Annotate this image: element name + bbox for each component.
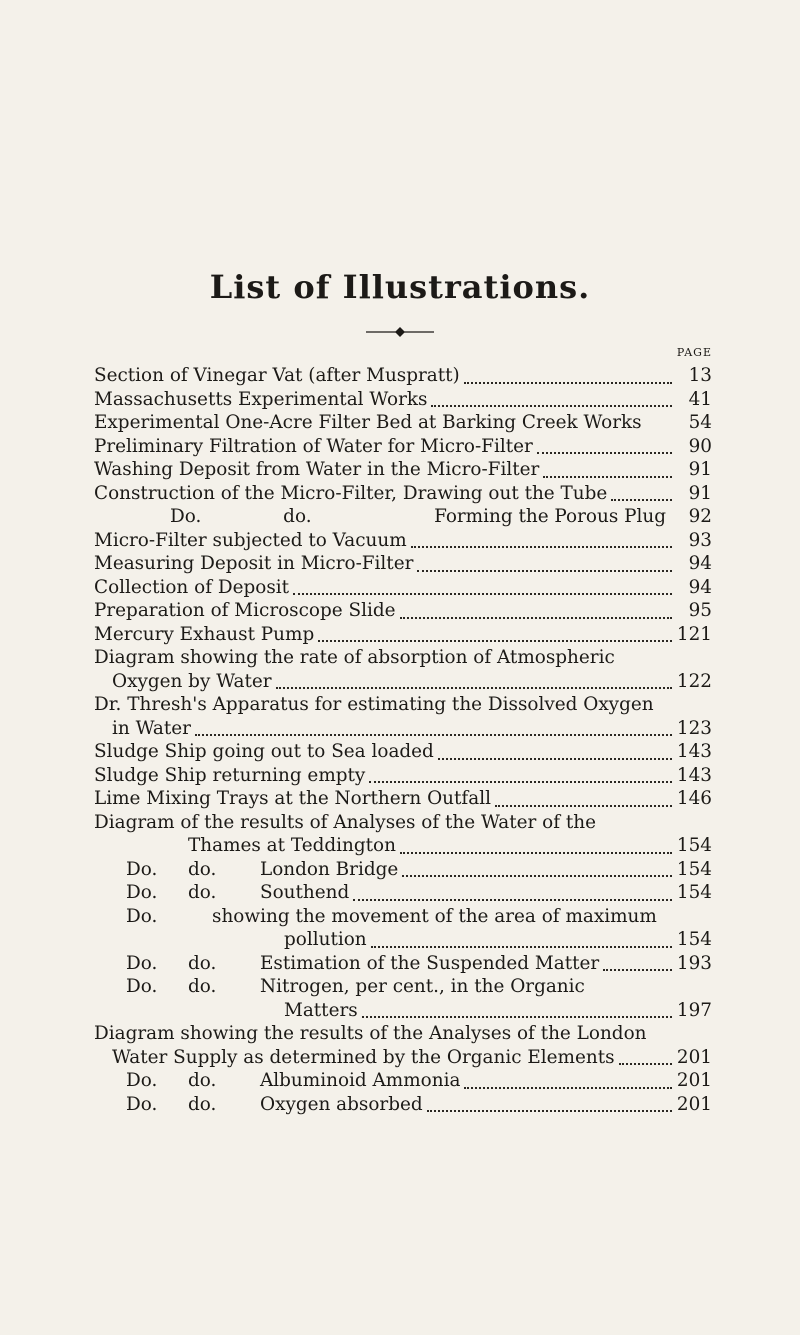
- leader-dots: [411, 545, 672, 548]
- ditto-do: Do.: [126, 1093, 158, 1115]
- list-item: [94, 858, 712, 882]
- list-item: [94, 693, 712, 740]
- entry-title: Southend: [260, 882, 350, 903]
- ditto-lower: do.: [188, 882, 217, 903]
- leader-dots: [438, 757, 672, 760]
- entry-page: 197: [676, 999, 712, 1021]
- ditto-lower: do.: [188, 858, 217, 880]
- entry-title: London Bridge: [260, 858, 399, 880]
- entry-title-line2: Oxygen by Water: [112, 670, 272, 692]
- entry-title: Albuminoid Ammonia: [260, 1070, 461, 1091]
- entry-title-line1: Diagram of the results of Analyses of the Water of the: [94, 811, 597, 833]
- page-title: List of Illustrations.: [209, 268, 591, 306]
- ditto-do: Do.: [170, 506, 202, 527]
- entry-title: Experimental One-Acre Filter Bed at Barking Creek Works: [94, 412, 642, 433]
- entry-title: Collection of Deposit: [94, 576, 290, 598]
- entry-title-line1: Dr. Thresh's Apparatus for estimating the Dissolved Oxygen: [94, 694, 654, 715]
- entry-page: 54: [688, 412, 712, 433]
- list-item: [94, 411, 712, 435]
- entry-title-line1: showing the movement of the area of maximum: [212, 905, 657, 927]
- entry-title: Estimation of the Suspended Matter: [260, 952, 600, 974]
- list-item: [94, 740, 712, 764]
- leader-dots: [195, 733, 672, 736]
- entry-page: 146: [676, 788, 712, 809]
- ditto-lower: do.: [188, 1070, 217, 1091]
- entry-page: 121: [676, 623, 712, 645]
- list-item: [94, 1069, 712, 1093]
- leader-dots: [543, 475, 672, 478]
- list-item: [94, 552, 712, 576]
- entry-page: 143: [676, 741, 712, 762]
- entry-page: 90: [688, 435, 712, 457]
- entry-title: Mercury Exhaust Pump: [94, 623, 315, 645]
- entry-page: 193: [676, 952, 712, 974]
- leader-dots: [427, 1109, 672, 1112]
- entry-page: 91: [688, 459, 712, 480]
- leader-dots: [619, 1062, 672, 1065]
- leader-dots: [276, 686, 672, 689]
- list-item: [94, 764, 712, 788]
- entry-title-line2: Water Supply as determined by the Organic Elements: [112, 1046, 615, 1068]
- ditto-lower: do.: [188, 952, 217, 974]
- leader-dots: [431, 404, 672, 407]
- ditto-lower: do.: [188, 1093, 217, 1115]
- list-item: [94, 364, 712, 388]
- entry-page: 122: [676, 670, 712, 692]
- ditto-do: Do.: [126, 952, 158, 974]
- entry-title-line1: Diagram showing the rate of absorption of Atmospheric: [94, 647, 615, 668]
- list-item: [94, 482, 712, 506]
- entry-title: Oxygen absorbed: [260, 1093, 423, 1115]
- entry-page: 201: [676, 1070, 712, 1091]
- entry-title-line2: pollution: [284, 929, 367, 950]
- leader-dots: [402, 874, 672, 877]
- entry-title: Preliminary Filtration of Water for Micro-Filter: [94, 435, 533, 457]
- ornament-divider-icon: [366, 326, 434, 338]
- page-column-heading: PAGE: [676, 346, 712, 359]
- leader-dots: [646, 430, 672, 431]
- entry-page: 93: [688, 529, 712, 551]
- leader-dots: [400, 616, 672, 619]
- leader-dots: [464, 1086, 672, 1089]
- list-item: [94, 599, 712, 623]
- ditto-lower: do.: [188, 976, 217, 997]
- entry-page: 13: [688, 365, 712, 386]
- entry-title: Forming the Porous Plug: [434, 506, 666, 527]
- ditto-do: Do.: [126, 1070, 158, 1091]
- entry-title-line2: Matters: [284, 999, 358, 1021]
- entry-title: Micro-Filter subjected to Vacuum: [94, 529, 407, 551]
- entry-title: Sludge Ship going out to Sea loaded: [94, 741, 434, 762]
- entry-page: 92: [688, 506, 712, 527]
- ditto-do: Do.: [126, 905, 158, 927]
- list-item: [94, 905, 712, 952]
- list-item: [94, 881, 712, 905]
- entry-page: 41: [688, 388, 712, 410]
- entry-page: 201: [676, 1093, 712, 1115]
- list-item: [94, 1093, 712, 1117]
- entry-title-line1: Diagram showing the results of the Analyses of the London: [94, 1023, 647, 1044]
- entry-title: Measuring Deposit in Micro-Filter: [94, 553, 414, 574]
- list-item: [94, 435, 712, 459]
- leader-dots: [400, 851, 672, 854]
- list-item: [94, 505, 712, 529]
- entry-page: 95: [688, 600, 712, 621]
- list-item: [94, 576, 712, 600]
- ditto-do: Do.: [126, 976, 158, 997]
- entry-page: 143: [676, 764, 712, 786]
- list-item: [94, 975, 712, 1022]
- ditto-lower: do.: [283, 506, 312, 527]
- entry-title-line2: in Water: [112, 717, 191, 739]
- list-item: [94, 811, 712, 858]
- list-item: [94, 388, 712, 412]
- entry-title: Lime Mixing Trays at the Northern Outfall: [94, 788, 491, 809]
- leader-dots: [371, 945, 672, 948]
- entry-title: Construction of the Micro-Filter, Drawing out the Tube: [94, 482, 608, 504]
- entry-title-line2: Thames at Teddington: [188, 835, 396, 856]
- illustrations-list: [94, 364, 712, 1116]
- entry-page: 154: [676, 929, 712, 950]
- leader-dots: [495, 804, 672, 807]
- ditto-do: Do.: [126, 858, 158, 880]
- leader-dots: [603, 968, 672, 971]
- leader-dots: [369, 780, 672, 783]
- leader-dots: [362, 1015, 672, 1018]
- ditto-do: Do.: [126, 882, 158, 903]
- entry-title: Section of Vinegar Vat (after Muspratt): [94, 365, 460, 386]
- entry-title-line1: Nitrogen, per cent., in the Organic: [260, 976, 585, 997]
- entry-page: 154: [676, 835, 712, 856]
- entry-title: Preparation of Microscope Slide: [94, 600, 396, 621]
- leader-dots: [670, 524, 672, 525]
- entry-page: 154: [676, 858, 712, 880]
- list-item: [94, 529, 712, 553]
- entry-title: Washing Deposit from Water in the Micro-Filter: [94, 459, 540, 480]
- entry-page: 201: [676, 1046, 712, 1068]
- entry-title: Sludge Ship returning empty: [94, 764, 366, 786]
- list-item: [94, 458, 712, 482]
- entry-page: 154: [676, 882, 712, 903]
- list-item: [94, 623, 712, 647]
- entry-page: 94: [688, 553, 712, 574]
- leader-dots: [537, 451, 672, 454]
- leader-dots: [611, 498, 672, 501]
- list-item: [94, 646, 712, 693]
- entry-page: 91: [688, 482, 712, 504]
- entry-page: 94: [688, 576, 712, 598]
- list-item: [94, 787, 712, 811]
- list-item: [94, 952, 712, 976]
- leader-dots: [293, 592, 672, 595]
- leader-dots: [417, 569, 672, 572]
- entry-page: 123: [676, 717, 712, 739]
- leader-dots: [353, 898, 672, 901]
- list-item: [94, 1022, 712, 1069]
- entry-title: Massachusetts Experimental Works: [94, 388, 428, 410]
- leader-dots: [318, 639, 672, 642]
- leader-dots: [464, 381, 672, 384]
